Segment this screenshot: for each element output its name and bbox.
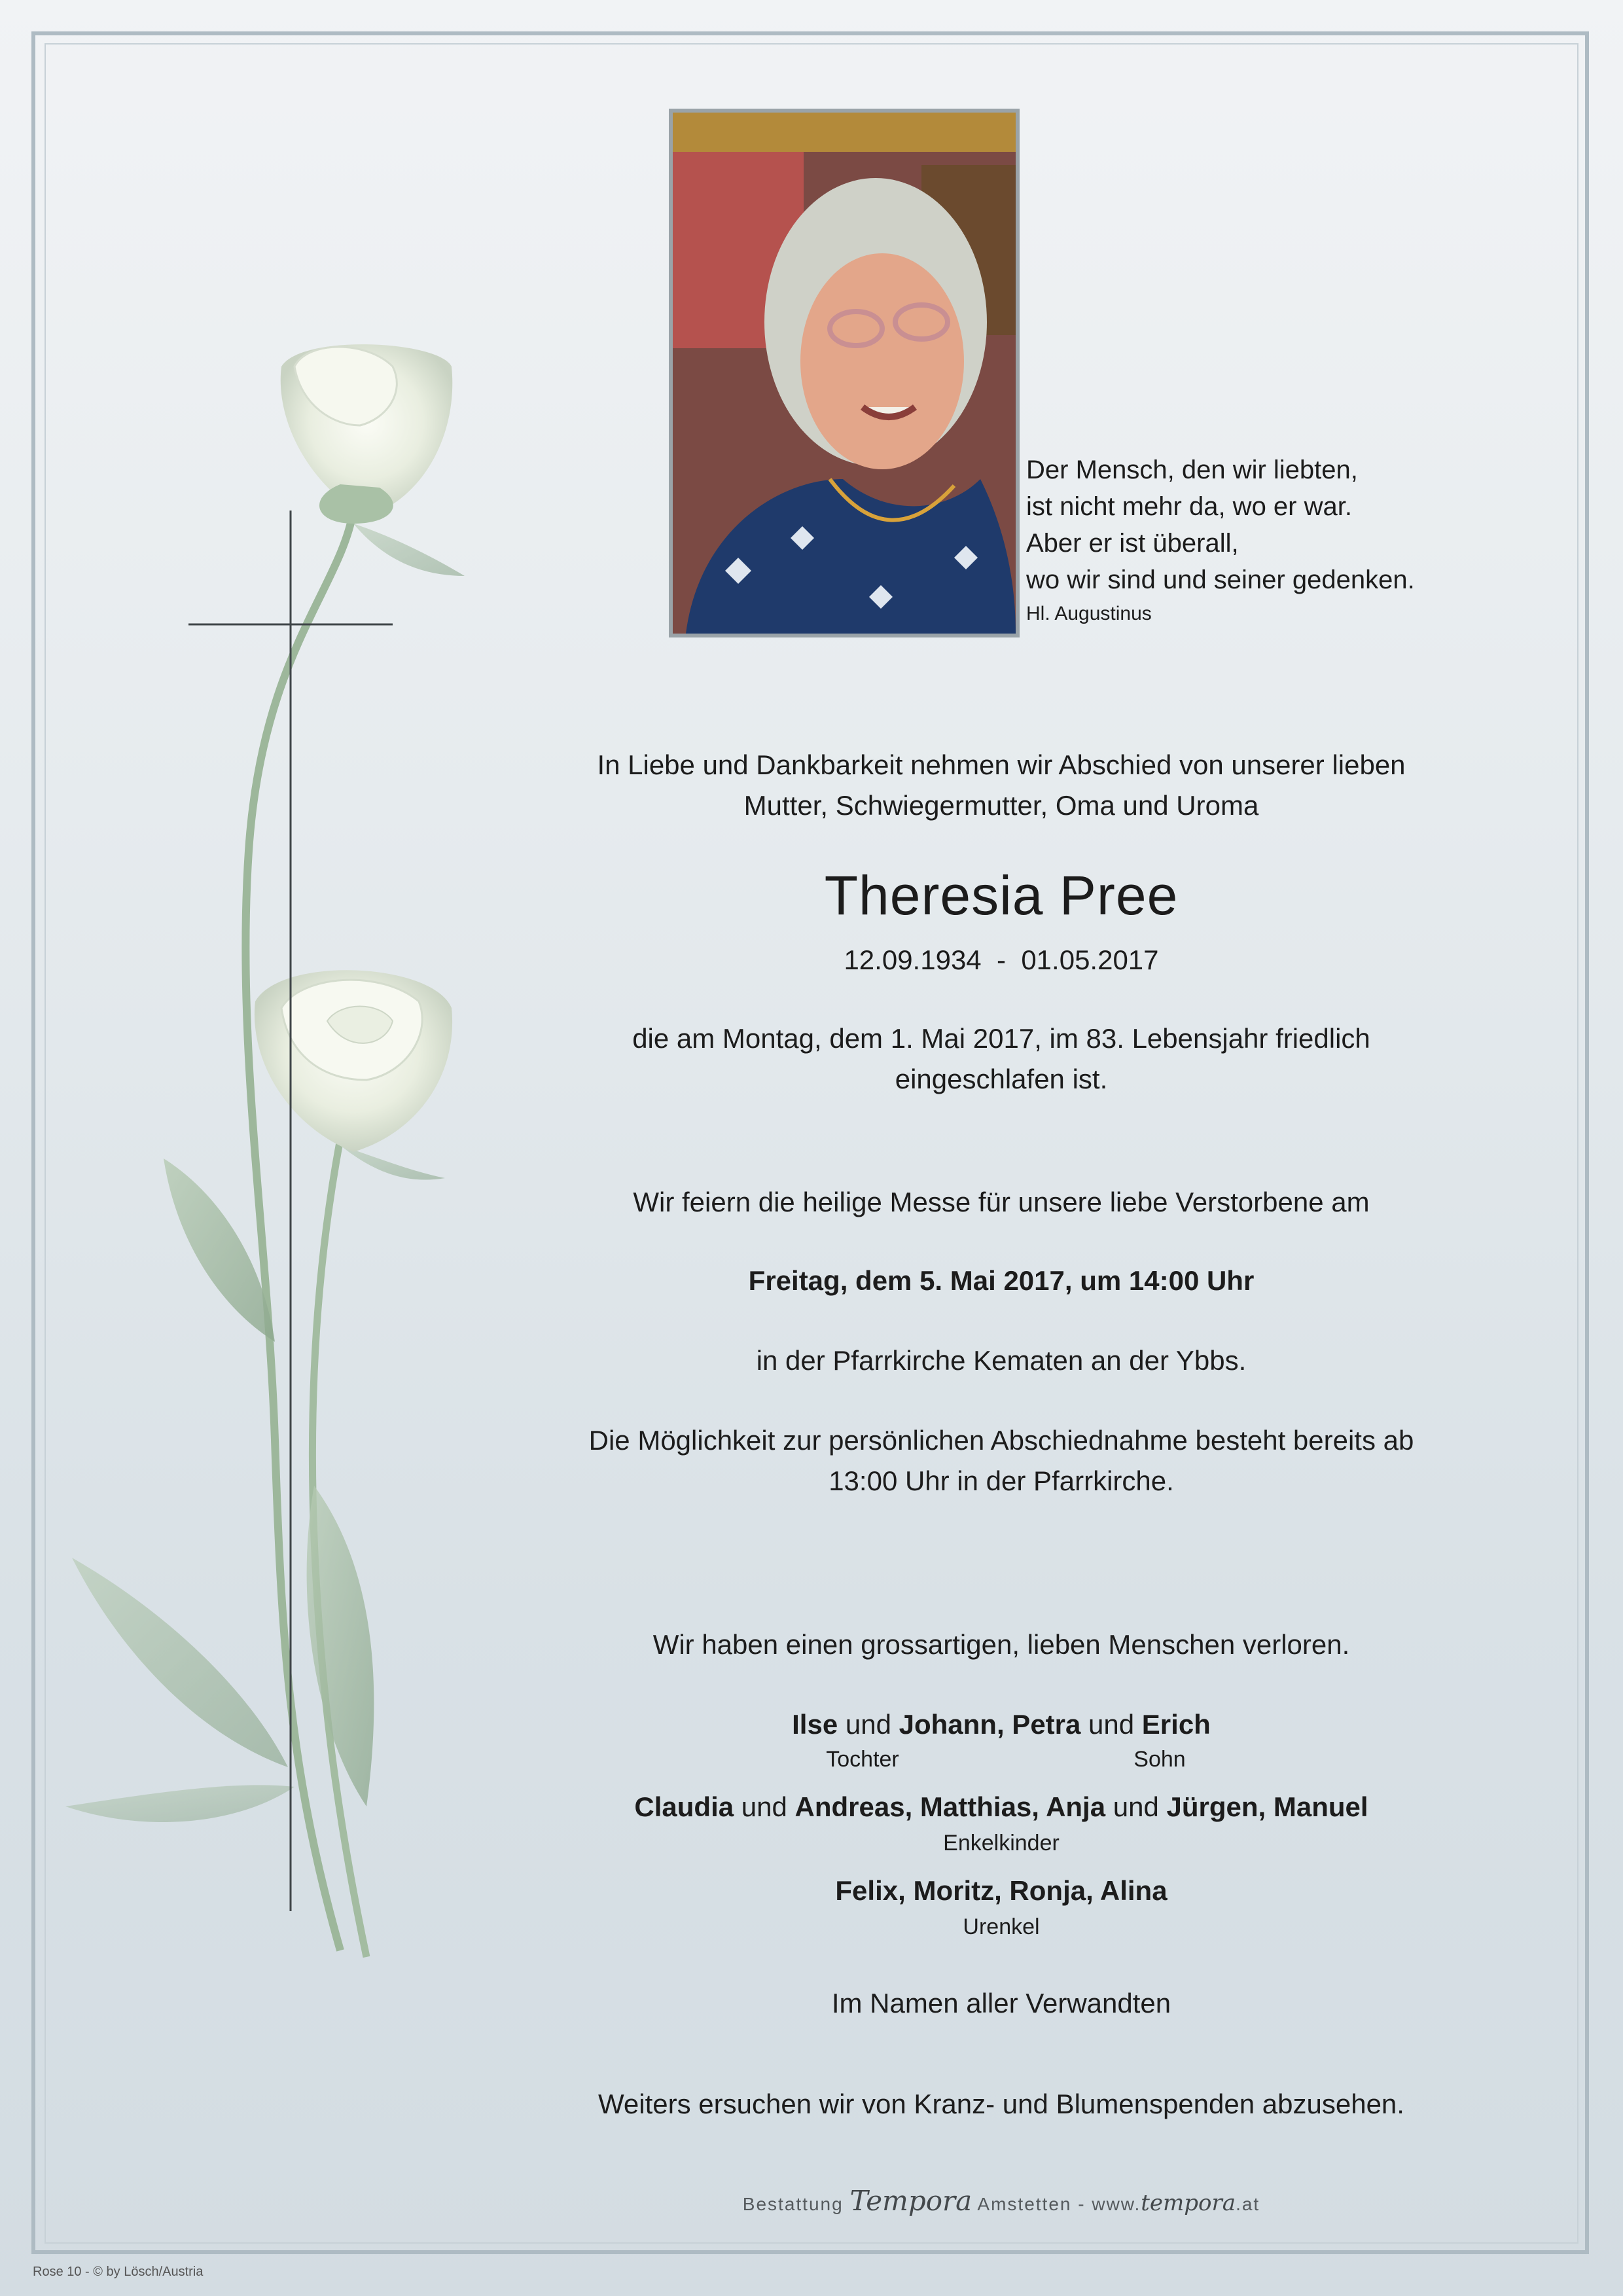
farewell-line-2: 13:00 Uhr in der Pfarrkirche. <box>829 1465 1174 1496</box>
memorial-quote <box>1026 452 1524 627</box>
intro-text <box>524 745 1479 826</box>
child-name-3: Erich <box>1141 1709 1211 1740</box>
child-name-1: Ilse <box>792 1709 838 1740</box>
label-son: Sohn <box>1133 1747 1186 1772</box>
farewell-info <box>524 1420 1479 1501</box>
deceased-name: Theresia Pree <box>824 865 1179 926</box>
life-dates: 12.09.1934 - 01.05.2017 <box>844 944 1159 975</box>
death-notice-line-1: die am Montag, dem 1. Mai 2017, im 83. Lebensjahr friedlich <box>632 1023 1370 1054</box>
grandchild-name-1: Claudia <box>634 1791 734 1822</box>
grandchild-and-2: und <box>1105 1791 1167 1822</box>
design-copyright: Rose 10 - © by Lösch/Austria <box>33 2265 204 2279</box>
footer-url-brand: tempora <box>1141 2190 1236 2216</box>
child-and-1: und <box>838 1709 899 1740</box>
flower-request: Weiters ersuchen wir von Kranz- und Blumenspenden abzusehen. <box>598 2089 1404 2119</box>
footer-suffix: Amstetten - www. <box>972 2194 1141 2214</box>
death-notice-line-2: eingeschlafen ist. <box>895 1064 1108 1094</box>
footer-prefix: Bestattung <box>742 2194 850 2214</box>
mass-datetime: Freitag, dem 5. Mai 2017, um 14:00 Uhr <box>748 1265 1255 1296</box>
portrait-illustration <box>673 113 1016 634</box>
children-labels <box>524 1745 1479 1774</box>
undertaker-footer <box>524 2185 1479 2217</box>
quote-line-4: wo wir sind und seiner gedenken. <box>1026 565 1415 594</box>
quote-line-2: ist nicht mehr da, wo er war. <box>1026 492 1352 521</box>
grandchildren-names <box>524 1787 1479 1827</box>
label-great-grandchildren: Urenkel <box>963 1914 1040 1939</box>
grandchild-and-1: und <box>734 1791 795 1822</box>
sepal-1 <box>353 524 465 576</box>
quote-author: Hl. Augustinus <box>1026 603 1152 624</box>
rose-upper <box>281 344 453 524</box>
child-and-2: und <box>1080 1709 1142 1740</box>
mass-location: in der Pfarrkirche Kematen an der Ybbs. <box>756 1345 1247 1376</box>
label-grandchildren: Enkelkinder <box>943 1831 1060 1856</box>
quote-line-3: Aber er ist überall, <box>1026 529 1239 558</box>
portrait-photo <box>669 109 1020 637</box>
label-daughter: Tochter <box>826 1747 899 1772</box>
intro-line-2: Mutter, Schwiegermutter, Oma und Uroma <box>743 790 1259 821</box>
footer-url-tld: .at <box>1236 2194 1260 2214</box>
quote-line-1: Der Mensch, den wir liebten, <box>1026 456 1358 484</box>
grandchild-name-3: Jürgen, Manuel <box>1166 1791 1368 1822</box>
grandchild-name-2: Andreas, Matthias, Anja <box>794 1791 1106 1822</box>
child-name-2: Johann, Petra <box>899 1709 1081 1740</box>
great-grandchildren-names: Felix, Moritz, Ronja, Alina <box>835 1875 1168 1906</box>
intro-line-1: In Liebe und Dankbarkeit nehmen wir Abschied von unserer lieben <box>597 749 1406 780</box>
leaf-2 <box>72 1558 288 1767</box>
rose-lower <box>255 970 452 1152</box>
rose-decoration <box>0 0 497 2094</box>
death-notice <box>524 1018 1479 1100</box>
children-names <box>524 1704 1479 1745</box>
farewell-line-1: Die Möglichkeit zur persönlichen Abschiednahme besteht bereits ab <box>588 1425 1414 1456</box>
loss-statement: Wir haben einen grossartigen, lieben Menschen verloren. <box>652 1629 1350 1660</box>
leaf-4 <box>65 1785 294 1822</box>
footer-brand-logo: Tempora <box>849 2185 972 2217</box>
leaf-3 <box>307 1486 374 1806</box>
family-signature: Im Namen aller Verwandten <box>831 1988 1171 2018</box>
mass-intro: Wir feiern die heilige Messe für unsere liebe Verstorbene am <box>633 1187 1370 1217</box>
